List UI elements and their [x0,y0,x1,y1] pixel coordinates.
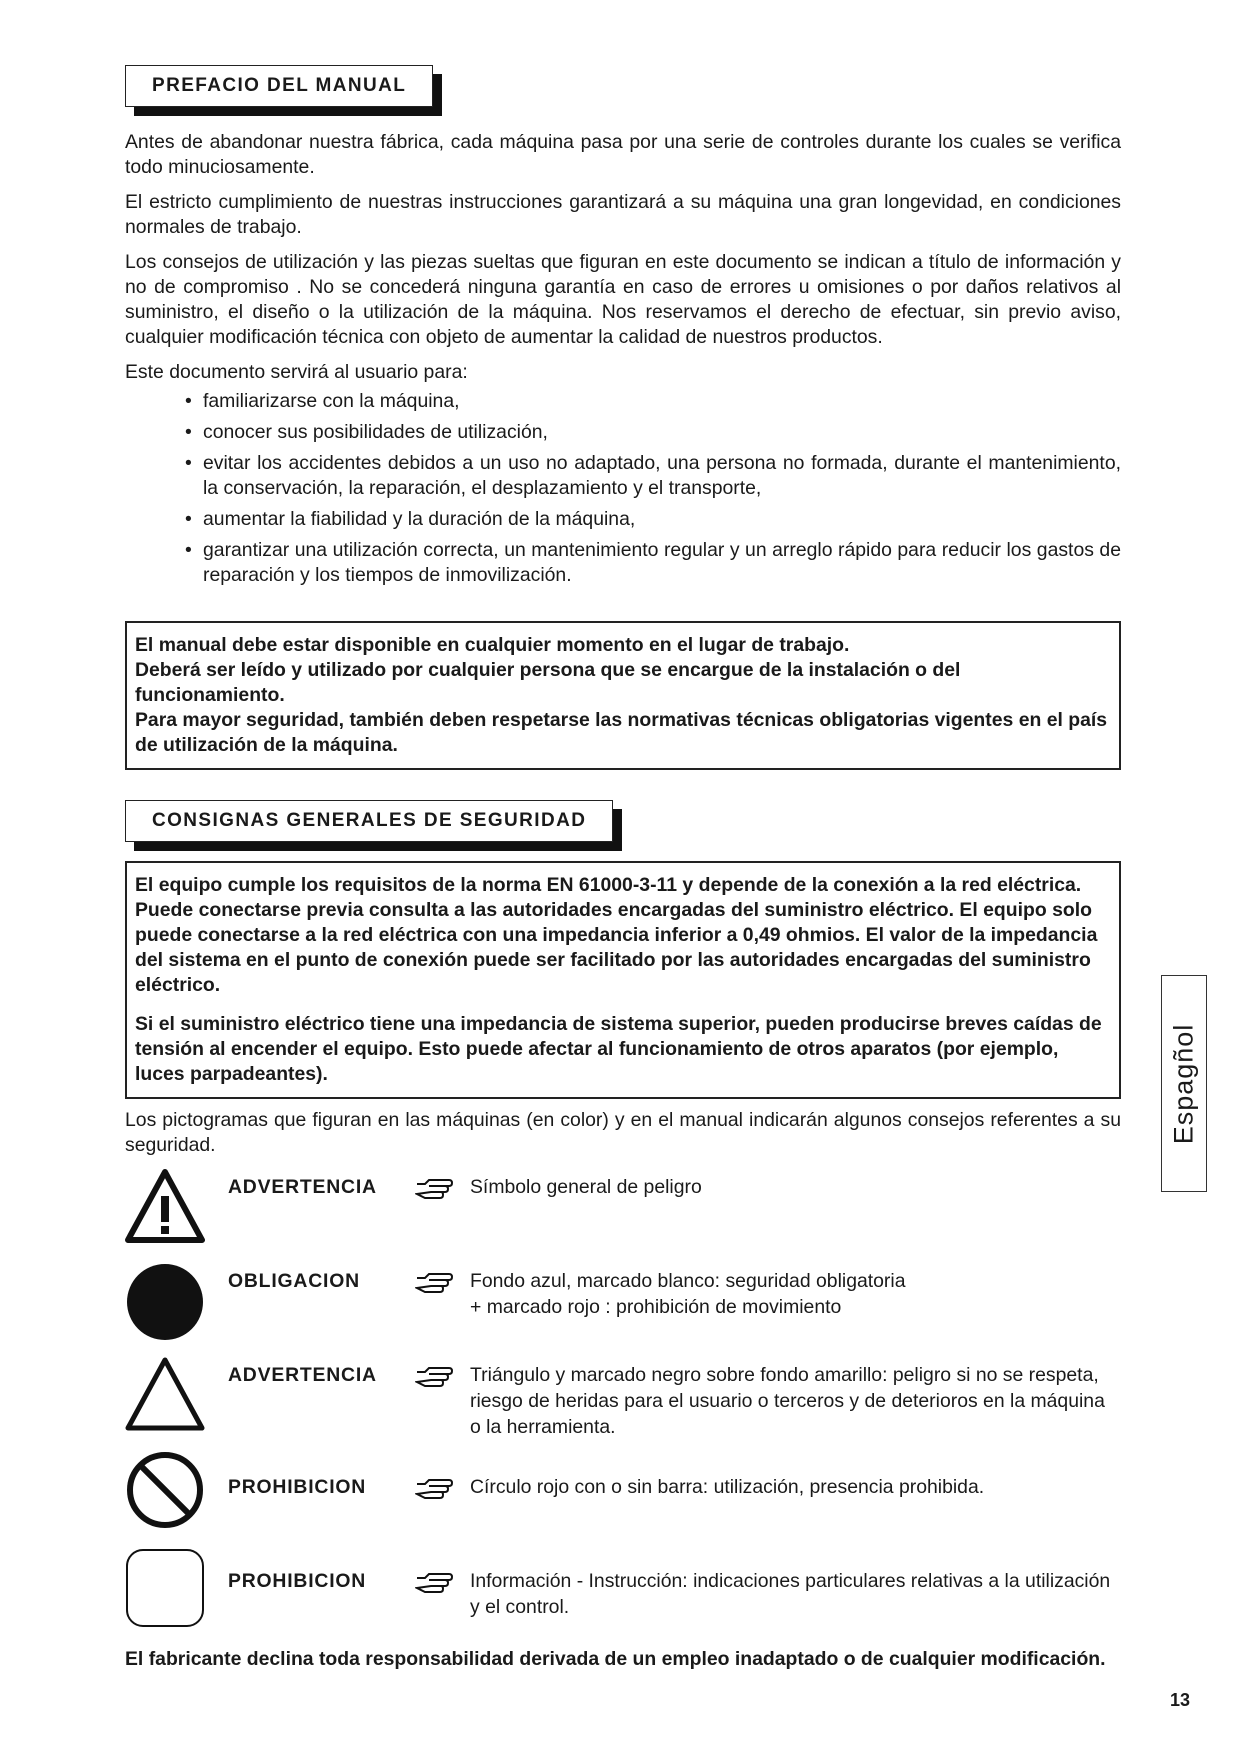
pointing-hand-icon [415,1474,453,1500]
section-title-consignas: CONSIGNAS GENERALES DE SEGURIDAD [125,800,613,842]
list-item: • aumentar la fiabilidad y la duración de la máquina, [125,507,1121,532]
symbol-description: Símbolo general de peligro [470,1176,702,1198]
notice-line: El manual debe estar disponible en cualquier momento en el lugar de trabajo. [135,634,850,656]
notice-line: Deberá ser leído y utilizado por cualquier persona que se encargue de la instalación o del funcionamiento. [135,659,961,706]
symbol-description: Información - Instrucción: indicaciones particulares relativas a la utilización y el control. [470,1570,1111,1618]
paragraph: Este documento servirá al usuario para: [125,361,468,383]
list-item: • conocer sus posibilidades de utilización, [125,420,1121,445]
notice-line: Para mayor seguridad, también deben respetarse las normativas técnicas obligatorias vigentes en el país de utilización de la máquina. [135,709,1108,756]
symbol-label: PROHIBICION [228,1570,367,1592]
rounded-square-icon [125,1548,205,1628]
manual-notice-box [125,621,1121,770]
paragraph: Antes de abandonar nuestra fábrica, cada máquina pasa por una serie de controles durante los cuales se verifica todo minuciosamente. [125,131,1121,178]
usage-list [125,389,1121,588]
symbol-description: Triángulo y marcado negro sobre fondo amarillo: peligro si no se respeta, riesgo de heridas para el usuario o terceros y de deterioros en la máquina o la herramienta. [470,1364,1105,1438]
symbol-row [125,1450,1121,1530]
page-number: 13 [1170,1690,1191,1710]
pointing-hand-icon [415,1362,453,1388]
pointing-hand-icon [415,1268,453,1294]
language-label: Espagñol [1168,1023,1199,1144]
symbol-description: Círculo rojo con o sin barra: utilización, presencia prohibida. [470,1476,985,1498]
section-title-prefacio: PREFACIO DEL MANUAL [125,65,433,107]
warning-triangle-icon [125,1356,205,1436]
pointing-hand-icon [415,1568,453,1594]
paragraph: El estricto cumplimiento de nuestras instrucciones garantizará a su máquina una gran longevidad, en condiciones normales de trabajo. [125,191,1121,238]
prefacio-body [125,130,1121,594]
symbol-row [125,1262,1121,1342]
list-item: • evitar los accidentes debidos a un uso no adaptado, una persona no formada, durante el mantenimiento, la conservación, la reparación, el desplazamiento y el transporte, [125,451,1121,501]
symbol-label: ADVERTENCIA [228,1364,377,1386]
symbol-row [125,1168,1121,1248]
symbol-description: Fondo azul, marcado blanco: seguridad obligatoria + marcado rojo : prohibición de movimiento [470,1270,906,1318]
paragraph: Los pictogramas que figuran en las máquinas (en color) y en el manual indicarán algunos consejos referentes a su seguridad. [125,1109,1121,1156]
symbol-label: ADVERTENCIA [228,1176,377,1198]
filled-circle-icon [125,1262,205,1342]
paragraph: Los consejos de utilización y las piezas sueltas que figuran en este documento se indican a título de información y no de compromiso . No se concederá ninguna garantía en caso de errores u omisiones o por daños relativos al suministro, el diseño o la utilización de la máquina. Nos reservamos el derecho de efectuar, sin previo aviso, cualquier modificación técnica con objeto de aumentar la calidad de nuestros productos. [125,251,1121,348]
symbol-label: PROHIBICION [228,1476,367,1498]
warning-exclamation-icon [125,1168,205,1248]
list-item: • familiarizarse con la máquina, [125,389,1121,414]
symbol-label: OBLIGACION [228,1270,360,1292]
pictograms-intro [125,1108,1121,1168]
liability-note: El fabricante declina toda responsabilidad derivada de un empleo inadaptado o de cualquier modificación. [125,1648,1106,1670]
language-tab [1161,975,1207,1192]
electrical-notice-box [125,861,1121,1099]
notice-paragraph: El equipo cumple los requisitos de la norma EN 61000-3-11 y depende de la conexión a la red eléctrica. Puede conectarse previa consulta a las autoridades encargadas del suministro eléctrico. El equipo solo puede conectarse a la red eléctrica con una impedancia inferior a 0,49 ohmios. El valor de la impedancia del sistema en el punto de conexión puede ser facilitado por las autoridades encargadas del suministro eléctrico. [135,874,1098,996]
symbol-row [125,1548,1121,1628]
pointing-hand-icon [415,1174,453,1200]
symbol-row [125,1356,1121,1436]
list-item: • garantizar una utilización correcta, un mantenimiento regular y un arreglo rápido para reducir los gastos de reparación y los tiempos de inmovilización. [125,538,1121,588]
prohibition-icon [125,1450,205,1530]
notice-paragraph: Si el suministro eléctrico tiene una impedancia de sistema superior, pueden producirse breves caídas de tensión al encender el equipo. Esto puede afectar al funcionamiento de otros aparatos (por ejemplo, luces parpadeantes). [135,1013,1102,1085]
